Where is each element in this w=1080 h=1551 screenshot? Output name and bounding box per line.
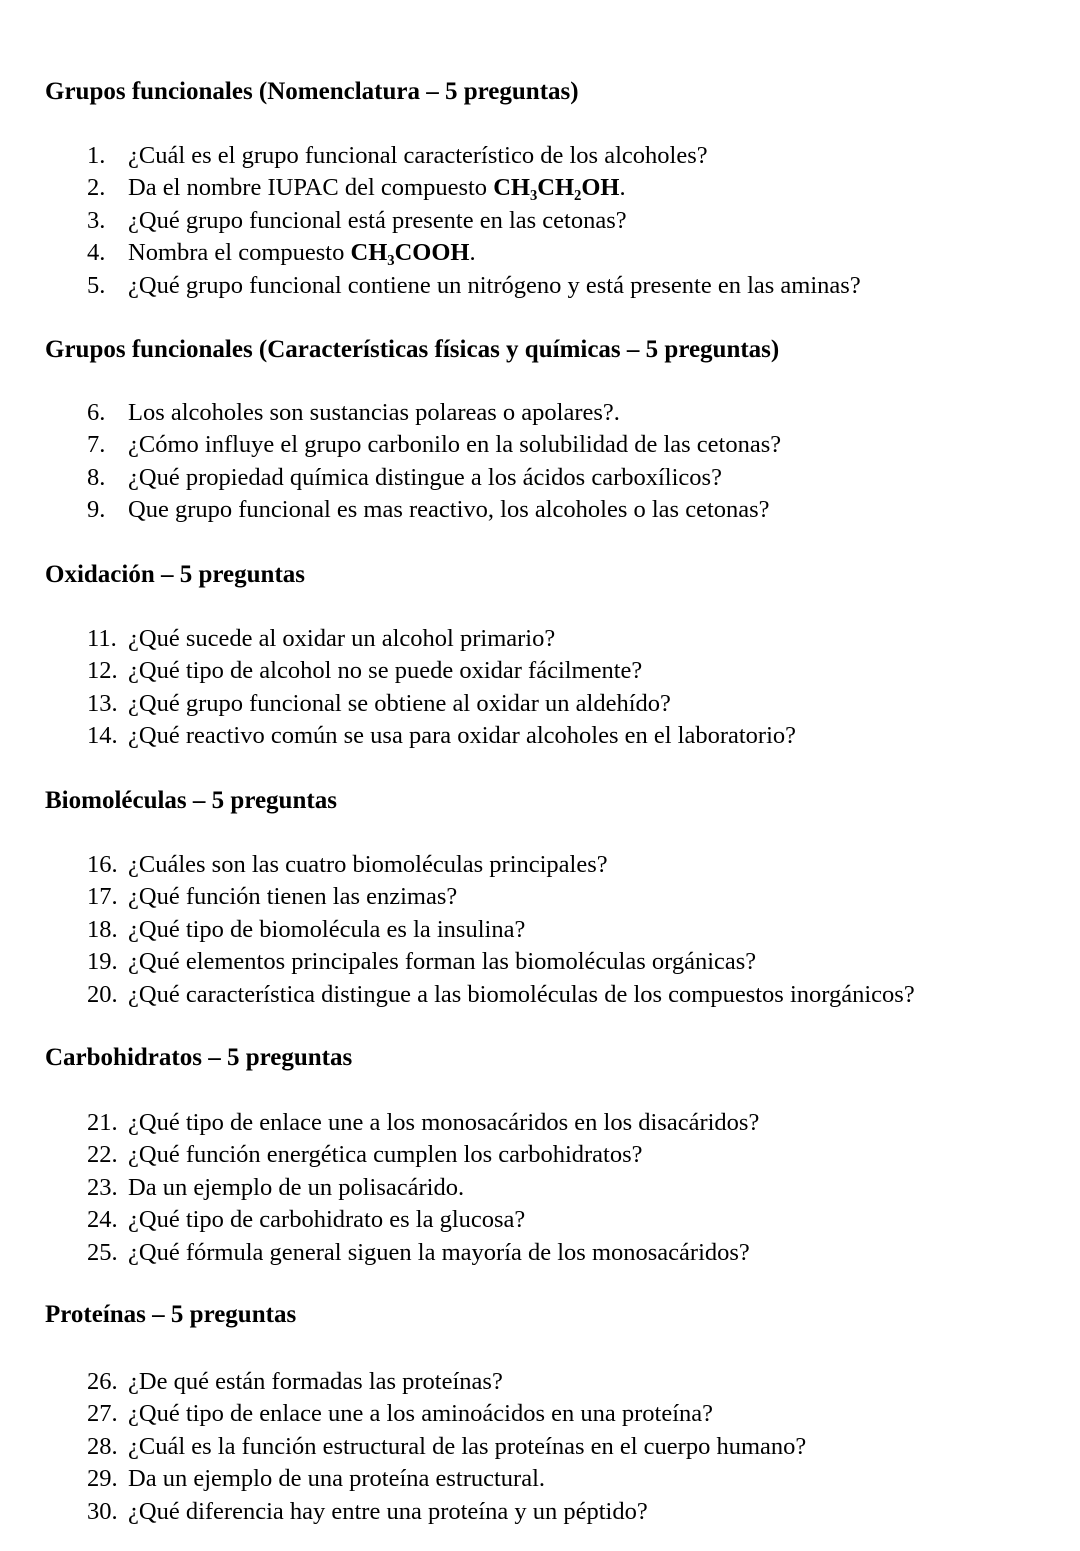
question-text: ¿Qué fórmula general siguen la mayoría de los monosacáridos?	[128, 1238, 750, 1266]
question-number: 22.	[87, 1141, 118, 1169]
question-text: Da un ejemplo de una proteína estructural.	[128, 1465, 546, 1493]
question-number: 30.	[87, 1497, 118, 1525]
question-text: ¿Qué tipo de carbohidrato es la glucosa?	[128, 1206, 526, 1234]
chemical-formula: CH₃CH₂OH	[493, 174, 620, 202]
question-text: Que grupo funcional es mas reactivo, los alcoholes o las cetonas?	[128, 496, 770, 524]
question-number: 18.	[87, 915, 118, 943]
question-text: ¿Qué grupo funcional contiene un nitrógeno y está presente en las aminas?	[128, 271, 861, 299]
question-number: 23.	[87, 1173, 118, 1201]
question-text: ¿Qué diferencia hay entre una proteína y un péptido?	[128, 1497, 648, 1525]
question-number: 2.	[87, 174, 106, 202]
section-title-oxidacion: Oxidación – 5 preguntas	[45, 561, 305, 588]
question-text: ¿Qué tipo de enlace une a los aminoácidos en una proteína?	[128, 1400, 714, 1428]
question-number: 26.	[87, 1368, 118, 1395]
question-number: 14.	[87, 722, 118, 750]
question-number: 1.	[87, 142, 106, 169]
question-text: ¿Qué grupo funcional está presente en las cetonas?	[128, 206, 627, 234]
question-number: 7.	[87, 431, 106, 459]
question-text: ¿De qué están formadas las proteínas?	[128, 1368, 503, 1395]
section-title-biomoleculas: Biomoléculas – 5 preguntas	[45, 787, 337, 814]
question-text: ¿Cuáles son las cuatro biomoléculas principales?	[128, 851, 608, 878]
question-text: Los alcoholes son sustancias polareas o apolares?.	[128, 399, 620, 426]
section-title-nomenclatura: Grupos funcionales (Nomenclatura – 5 preguntas)	[45, 78, 579, 105]
question-number: 9.	[87, 496, 106, 524]
question-number: 3.	[87, 206, 106, 234]
section-title-caracteristicas: Grupos funcionales (Características físicas y químicas – 5 preguntas)	[45, 336, 780, 363]
question-number: 4.	[87, 239, 106, 267]
question-text: ¿Qué tipo de biomolécula es la insulina?	[128, 915, 526, 943]
section-title-proteinas: Proteínas – 5 preguntas	[45, 1301, 297, 1328]
question-number: 11.	[87, 625, 117, 652]
question-text: Da un ejemplo de un polisacárido.	[128, 1173, 465, 1201]
question-number: 16.	[87, 851, 118, 878]
question-number: 28.	[87, 1432, 118, 1460]
question-text: ¿Qué reactivo común se usa para oxidar alcoholes en el laboratorio?	[128, 722, 797, 750]
question-text: ¿Cuál es el grupo funcional característico de los alcoholes?	[128, 142, 708, 169]
question-number: 27.	[87, 1400, 118, 1428]
question-number: 12.	[87, 657, 118, 685]
question-number: 29.	[87, 1465, 118, 1493]
question-number: 13.	[87, 689, 118, 717]
question-number: 21.	[87, 1109, 118, 1136]
question-text: ¿Qué propiedad química distingue a los ácidos carboxílicos?	[128, 463, 722, 491]
question-text: ¿Qué función energética cumplen los carbohidratos?	[128, 1141, 643, 1169]
question-text: ¿Qué elementos principales forman las biomoléculas orgánicas?	[128, 948, 757, 976]
question-text: ¿Qué función tienen las enzimas?	[128, 883, 458, 911]
question-text: ¿Cuál es la función estructural de las proteínas en el cuerpo humano?	[128, 1432, 807, 1460]
question-number: 20.	[87, 980, 118, 1008]
question-number: 19.	[87, 948, 118, 976]
question-number: 5.	[87, 271, 106, 299]
question-text: ¿Qué sucede al oxidar un alcohol primario?	[128, 625, 556, 652]
chemical-formula: CH₃COOH	[350, 239, 470, 267]
question-text: Nombra el compuesto CH₃COOH.	[128, 239, 476, 267]
question-number: 24.	[87, 1206, 118, 1234]
question-number: 25.	[87, 1238, 118, 1266]
question-text: ¿Qué grupo funcional se obtiene al oxidar un aldehído?	[128, 689, 671, 717]
question-number: 17.	[87, 883, 118, 911]
section-title-carbohidratos: Carbohidratos – 5 preguntas	[45, 1044, 353, 1071]
question-number: 8.	[87, 463, 106, 491]
question-text: ¿Qué tipo de enlace une a los monosacáridos en los disacáridos?	[128, 1109, 760, 1136]
question-text: ¿Cómo influye el grupo carbonilo en la solubilidad de las cetonas?	[128, 431, 782, 459]
question-text: Da el nombre IUPAC del compuesto CH₃CH₂OH.	[128, 174, 626, 202]
question-text: ¿Qué tipo de alcohol no se puede oxidar fácilmente?	[128, 657, 643, 685]
question-text: ¿Qué característica distingue a las biomoléculas de los compuestos inorgánicos?	[128, 980, 915, 1008]
question-number: 6.	[87, 399, 106, 426]
